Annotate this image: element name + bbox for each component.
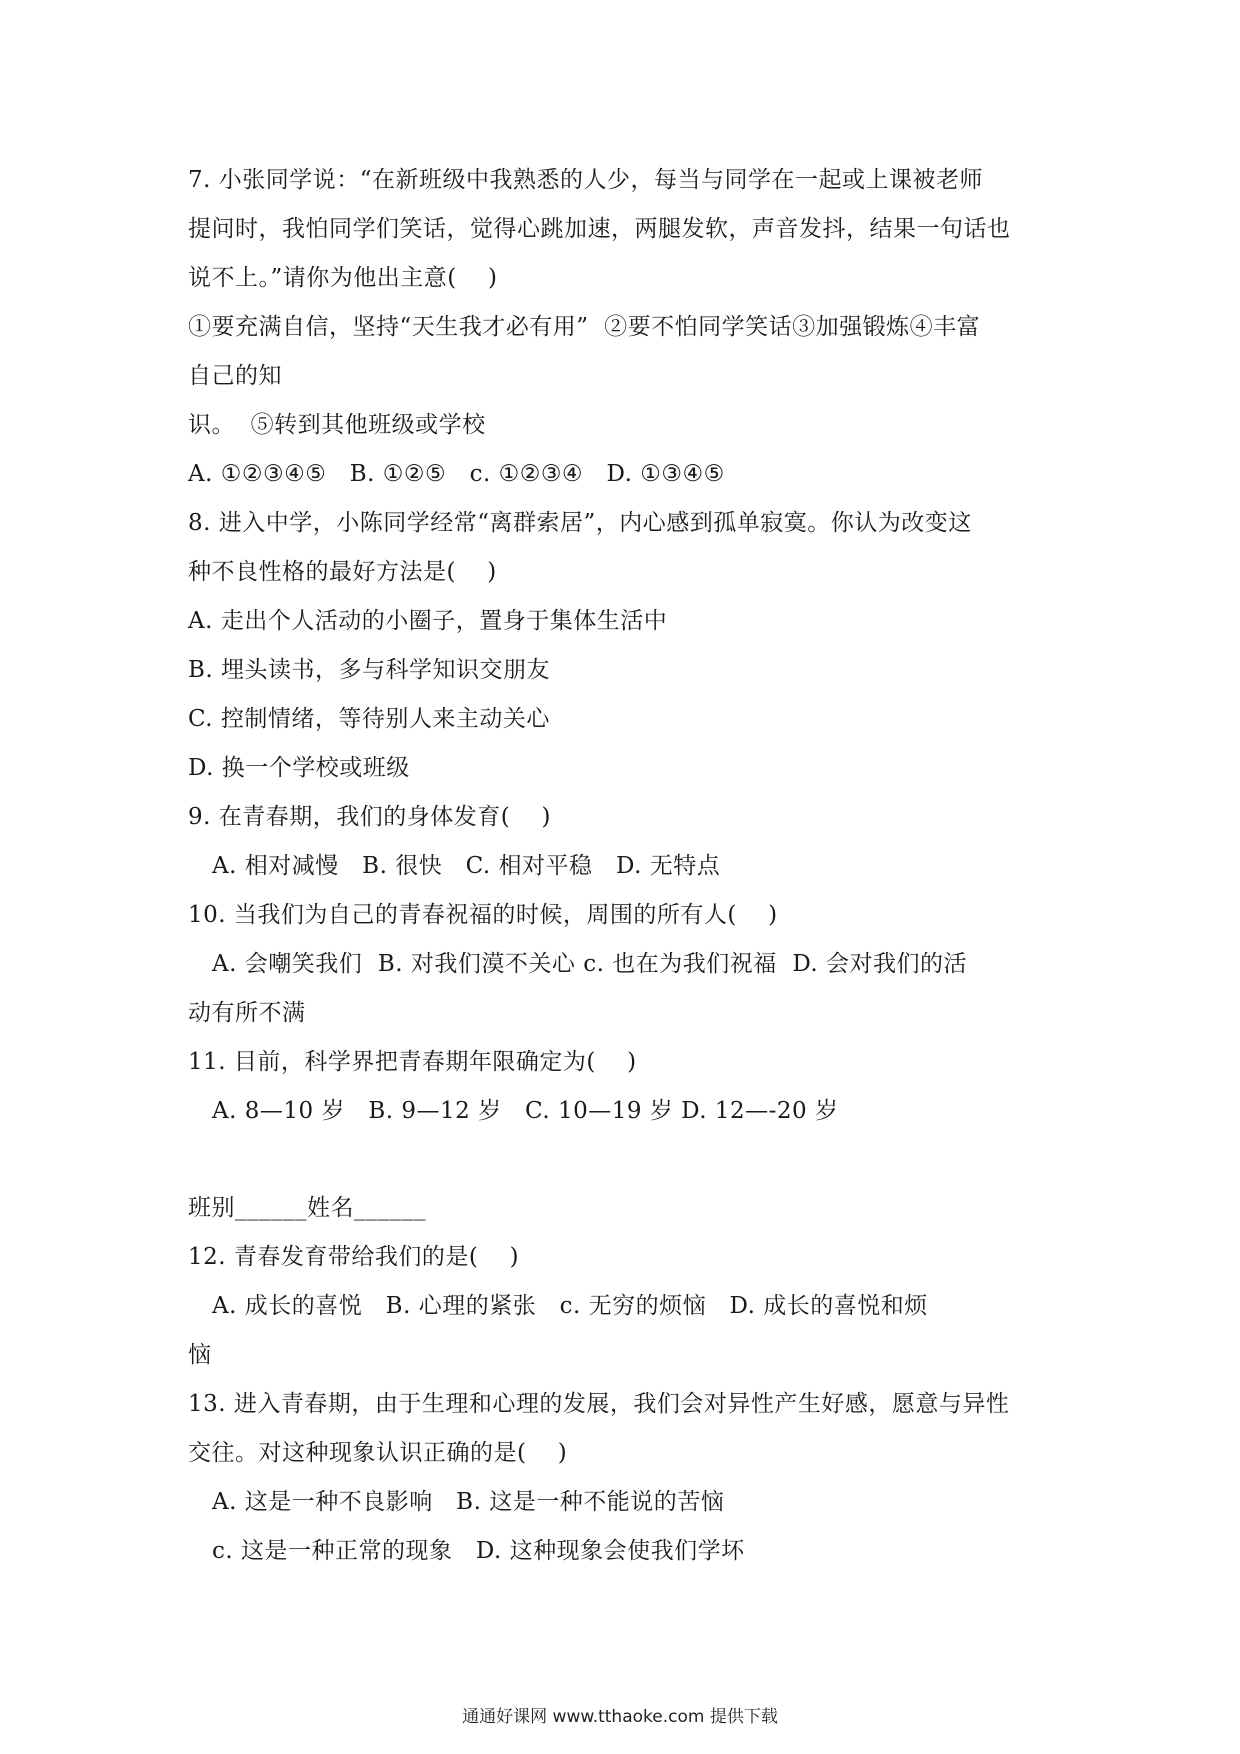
q7-stem-line-4: ①要充满自信，坚持“天生我才必有用” ②要不怕同学笑话③加强锻炼④丰富 bbox=[188, 314, 981, 340]
question-13 bbox=[188, 1380, 1068, 1576]
q12-stem: 12. 青春发育带给我们的是( ) bbox=[188, 1244, 520, 1270]
q10-stem: 10. 当我们为自己的青春祝福的时候，周围的所有人( ) bbox=[188, 902, 778, 928]
question-9 bbox=[188, 793, 1068, 891]
footer-source-text: 通通好课网 www.tthaoke.com 提供下载 bbox=[462, 1707, 778, 1727]
q7-stem-line-5: 自己的知 bbox=[188, 363, 282, 389]
q8-option-c: C. 控制情绪，等待别人来主动关心 bbox=[188, 706, 550, 732]
q8-option-a: A. 走出个人活动的小圈子，置身于集体生活中 bbox=[188, 608, 668, 634]
q7-options: A. ①②③④⑤ B. ①②⑤ c. ①②③④ D. ①③④⑤ bbox=[188, 461, 725, 487]
q10-options-line-2: 动有所不满 bbox=[188, 1000, 306, 1026]
q8-stem-line-2: 种不良性格的最好方法是( ) bbox=[188, 559, 497, 585]
q7-stem-line-3: 说不上。”请你为他出主意( ) bbox=[188, 265, 498, 291]
q8-option-b: B. 埋头读书，多与科学知识交朋友 bbox=[188, 657, 551, 683]
q12-options-line-2: 恼 bbox=[188, 1342, 212, 1368]
q12-options-line-1: A. 成长的喜悦 B. 心理的紧张 c. 无穷的烦恼 D. 成长的喜悦和烦 bbox=[212, 1293, 928, 1319]
q13-stem-line-2: 交往。对这种现象认识正确的是( ) bbox=[188, 1440, 568, 1466]
q7-stem-line-2: 提问时，我怕同学们笑话，觉得心跳加速，两腿发软，声音发抖，结果一句话也 bbox=[188, 216, 1011, 242]
section-gap bbox=[188, 1136, 1068, 1184]
q11-options: A. 8—10 岁 B. 9—12 岁 C. 10—19 岁 D. 12—-20 岁 bbox=[212, 1098, 839, 1124]
question-12 bbox=[188, 1233, 1068, 1380]
q13-options-line-1: A. 这是一种不良影响 B. 这是一种不能说的苦恼 bbox=[212, 1489, 725, 1515]
question-8 bbox=[188, 499, 1068, 793]
question-11 bbox=[188, 1038, 1068, 1136]
q13-options-line-2: c. 这是一种正常的现象 D. 这种现象会使我们学坏 bbox=[212, 1538, 745, 1564]
q8-stem-line-1: 8. 进入中学，小陈同学经常“离群索居”，内心感到孤单寂寞。你认为改变这 bbox=[188, 510, 972, 536]
q7-stem-line-1: 7. 小张同学说：“在新班级中我熟悉的人少，每当与同学在一起或上课被老师 bbox=[188, 167, 984, 193]
q13-stem-line-1: 13. 进入青春期，由于生理和心理的发展，我们会对异性产生好感，愿意与异性 bbox=[188, 1391, 1010, 1417]
q8-option-d: D. 换一个学校或班级 bbox=[188, 755, 410, 781]
q10-options-line-1: A. 会嘲笑我们 B. 对我们漠不关心 c. 也在为我们祝福 D. 会对我们的活 bbox=[212, 951, 968, 977]
class-name-line: 班别______姓名______ bbox=[188, 1195, 426, 1221]
q9-options: A. 相对减慢 B. 很快 C. 相对平稳 D. 无特点 bbox=[212, 853, 721, 879]
question-7 bbox=[188, 156, 1068, 499]
question-content bbox=[188, 156, 1068, 1576]
q9-stem: 9. 在青春期，我们的身体发育( ) bbox=[188, 804, 551, 830]
question-10 bbox=[188, 891, 1068, 1038]
q7-stem-line-6: 识。 ⑤转到其他班级或学校 bbox=[188, 412, 486, 438]
q11-stem: 11. 目前，科学界把青春期年限确定为( ) bbox=[188, 1049, 637, 1075]
